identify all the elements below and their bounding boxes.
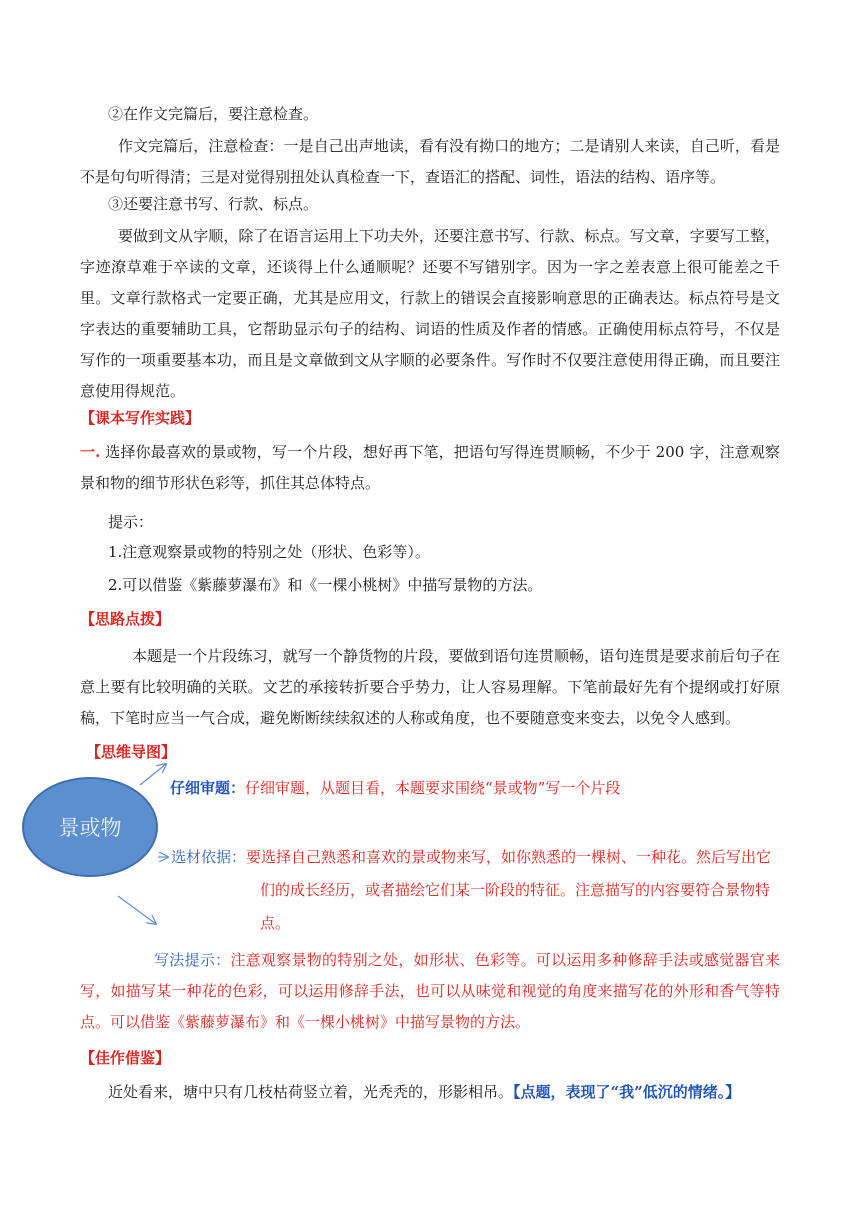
branch-xuancai-text-1: 要选择自己熟悉和喜欢的景或物来写，如你熟悉的一棵树、一种花。然后写出它 bbox=[246, 848, 772, 866]
sample-text: 近处看来，塘中只有几枝枯荷竖立着，光秃秃的，形影相吊。 bbox=[108, 1083, 514, 1101]
arrow-to-xiefa bbox=[118, 896, 156, 924]
branch-xuancai-text-2: 们的成长经历，或者描绘它们某一阶段的特征。注意描写的内容要符合景物特 bbox=[260, 881, 771, 899]
sample-paragraph bbox=[108, 1082, 740, 1102]
branch-xuancai-label: 选材依据： bbox=[171, 848, 247, 866]
guide-body: 本题是一个片段练习，就写一个静货物的片段，要做到语句连贯顺畅，语句连贯是要求前后句子在意上要有比较明确的关联。文艺的承接转折要合乎势力，让人容易理解。下笔前最好先有个提纲或打好原稿，下笔时应当一气合成，避免断断续续叙述的人称或角度，也不要随意变来变去，以免令人感到。 bbox=[80, 647, 780, 727]
branch-xuancai-text-3: 点。 bbox=[260, 914, 291, 932]
hint-1: 1.注意观察景或物的特别之处（形状、色彩等）。 bbox=[108, 543, 430, 561]
hint-label: 提示： bbox=[108, 513, 154, 531]
branch-shenti-label: 仔细审题： bbox=[170, 779, 246, 797]
arrow-to-shenti bbox=[140, 764, 166, 785]
hint-2: 2.可以借鉴《紫藤萝瀑布》和《一棵小桃树》中描写景物的方法。 bbox=[108, 576, 543, 594]
item-2-body: 作文完篇后，注意检查：一是自己出声地读，看有没有拗口的地方；二是请别人来读，自己听，看是不是句句听得清；三是对觉得别扭处认真检查一下，查语汇的搭配、词性，语法的结构、语序等。 bbox=[80, 137, 780, 186]
item-2-title: ②在作文完篇后，要注意检查。 bbox=[108, 105, 319, 123]
branch-xiefa bbox=[80, 945, 780, 1038]
sample-note: 【点题，表现了“我”低沉的情绪。】 bbox=[513, 1083, 741, 1101]
branch-shenti bbox=[170, 778, 620, 798]
practice-heading: 【课本写作实践】 bbox=[80, 409, 201, 427]
branch-xiefa-label: 写法提示： bbox=[154, 951, 231, 969]
branch-xuancai bbox=[171, 847, 771, 867]
item-3-title: ③还要注意书写、行款、标点。 bbox=[108, 195, 319, 213]
sample-heading: 【佳作借鉴】 bbox=[80, 1049, 171, 1067]
task-text: 选择你最喜欢的景或物，写一个片段，想好再下笔，把语句写得连贯顺畅，不少于 200 字，注意观察景和物的细节形状色彩等，抓住其总体特点。 bbox=[80, 443, 780, 492]
branch-xiefa-text: 注意观察景物的特别之处，如形状、色彩等。可以运用多种修辞手法或感觉器官来写，如描写某一种花的色彩，可以运用修辞手法，也可以从味觉和视觉的角度来描写花的外形和香气等特点。可以借鉴《紫藤萝瀑布》和《一棵小桃树》中描写景物的方法。 bbox=[80, 951, 780, 1031]
center-label: 景或物 bbox=[58, 816, 122, 840]
guide-heading: 【思路点拨】 bbox=[80, 610, 171, 628]
item-3-body: 要做到文从字顺，除了在语言运用上下功夫外，还要注意书写、行款、标点。写文章，字要写工整，字迹潦草难于卒读的文章，还谈得上什么通顺呢？还要不写错别字。因为一字之差表意上很可能差之千里。文章行款格式一定要正确，尤其是应用文，行款上的错误会直接影响意思的正确表达。标点符号是文字表达的重要辅助工具，它帮助显示句子的结构、词语的性质及作者的情感。正确使用标点符号，不仅是写作的一项重要基本功，而且是文章做到文从字顺的必要条件。写作时不仅要注意使用得正确，而且要注意使用得规范。 bbox=[80, 227, 780, 400]
mindmap-center-node bbox=[22, 777, 158, 877]
mindmap-heading: 【思维导图】 bbox=[86, 743, 177, 761]
branch-shenti-text: 仔细审题，从题目看，本题要求围绕“景或物”写一个片段 bbox=[245, 779, 621, 797]
task-number: 一. bbox=[80, 443, 101, 461]
